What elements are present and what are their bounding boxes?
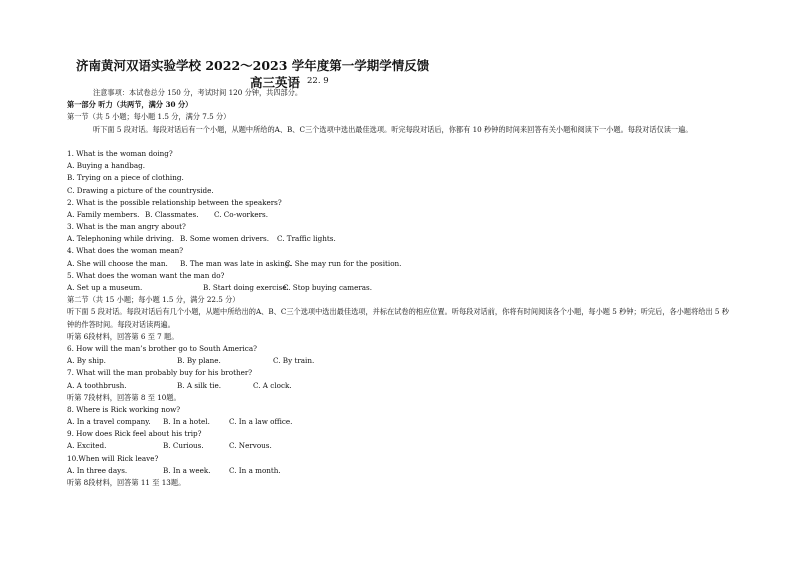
option: A. Buying a handbag. bbox=[67, 161, 146, 171]
option: C. A clock. bbox=[253, 380, 292, 390]
exam-subtitle: 高三英语 bbox=[250, 75, 301, 90]
options-row bbox=[67, 209, 729, 221]
options-row bbox=[67, 282, 729, 294]
option: A. In three days. bbox=[67, 465, 128, 475]
group-intro: 听第 8段材料，回答第 11 至 13题。 bbox=[67, 478, 186, 488]
option: C. In a law office. bbox=[229, 417, 293, 427]
option: B. The man was late in asking. bbox=[180, 258, 292, 268]
option: A. Set up a museum. bbox=[67, 283, 143, 293]
option: C. In a month. bbox=[229, 465, 281, 475]
question: 3. What is the man angry about? bbox=[67, 222, 186, 232]
option: A. In a travel company. bbox=[67, 417, 151, 427]
section1-instructions: 听下面 5 段对话。每段对话后有一个小题，从题中所给的A、B、C三个选项中选出最佳选项。听完每段对话后，你都有 10 秒钟的时间来回答有关小题和阅读下一小题。每段对话仅读一遍。 bbox=[93, 124, 693, 134]
option: C. Drawing a picture of the countryside. bbox=[67, 185, 214, 195]
option: C. By train. bbox=[273, 356, 315, 366]
option: B. Classmates. bbox=[145, 209, 199, 219]
option: C. She may run for the position. bbox=[285, 258, 402, 268]
options-row bbox=[67, 380, 729, 392]
option: C. Nervous. bbox=[229, 441, 272, 451]
option: B. Some women drivers. bbox=[180, 234, 269, 244]
options-row bbox=[67, 416, 729, 428]
options-row bbox=[67, 258, 729, 270]
exam-title: 济南黄河双语实验学校 2022～2023 学年度第一学期学情反馈 bbox=[76, 58, 430, 73]
option: B. Trying on a piece of clothing. bbox=[67, 173, 184, 183]
options-row bbox=[67, 440, 729, 452]
section2-heading: 第二节（共 15 小题；每小题 1.5 分，满分 22.5 分） bbox=[67, 295, 240, 305]
option: A. Family members. bbox=[67, 209, 140, 219]
part1-heading: 第一部分 听力（共两节，满分 30 分） bbox=[67, 100, 193, 110]
group-intro: 听第 6段材料，回答第 6 至 7 题。 bbox=[67, 331, 179, 341]
notice: 注意事项：本试卷总分 150 分，考试时间 120 分钟，共四部分。 bbox=[93, 88, 303, 97]
question: 8. Where is Rick working now? bbox=[67, 404, 181, 414]
question: 4. What does the woman mean? bbox=[67, 246, 184, 256]
question: 10.When will Rick leave? bbox=[67, 453, 159, 463]
group-intro: 听第 7段材料，回答第 8 至 10题。 bbox=[67, 392, 181, 402]
exam-date: 22. 9 bbox=[307, 76, 329, 86]
question: 7. What will the man probably buy for his brother? bbox=[67, 368, 253, 378]
option: B. In a hotel. bbox=[163, 417, 210, 427]
question: 5. What does the woman want the man do? bbox=[67, 270, 225, 280]
option: B. In a week. bbox=[163, 465, 211, 475]
options-row bbox=[67, 233, 729, 245]
option: A. A toothbrush. bbox=[67, 380, 127, 390]
option: A. By ship. bbox=[67, 356, 106, 366]
option: A. She will choose the man. bbox=[67, 258, 168, 268]
question: 1. What is the woman doing? bbox=[67, 148, 173, 158]
section1-heading: 第一节（共 5 小题；每小题 1.5 分，满分 7.5 分） bbox=[67, 112, 231, 122]
question: 2. What is the possible relationship between the speakers? bbox=[67, 197, 282, 207]
option: C. Stop buying cameras. bbox=[283, 283, 373, 293]
exam-content bbox=[67, 87, 729, 489]
question: 6. How will the man’s brother go to South America? bbox=[67, 343, 257, 353]
section2-instructions: 听下面 5 段对话。每段对话后有几个小题，从题中所给出的A、B、C三个选项中选出最佳选项，并标在试卷的相应位置。听每段对话前，你将有时间阅读各个小题，每小题 5 秒钟；听完后，各小题将给出 5 秒钟的作答时间。每段对话读两遍。 bbox=[67, 307, 729, 329]
options-row bbox=[67, 465, 729, 477]
question: 9. How does Rick feel about his trip? bbox=[67, 429, 202, 439]
option: A. Excited. bbox=[67, 441, 107, 451]
option: C. Traffic lights. bbox=[277, 234, 336, 244]
option: B. By plane. bbox=[177, 356, 221, 366]
option: C. Co-workers. bbox=[214, 209, 269, 219]
options-row bbox=[67, 355, 729, 367]
option: B. Curious. bbox=[163, 441, 204, 451]
option: A. Telephoning while driving. bbox=[67, 234, 174, 244]
option: B. A silk tie. bbox=[177, 380, 221, 390]
option: B. Start doing exercise. bbox=[203, 283, 289, 293]
